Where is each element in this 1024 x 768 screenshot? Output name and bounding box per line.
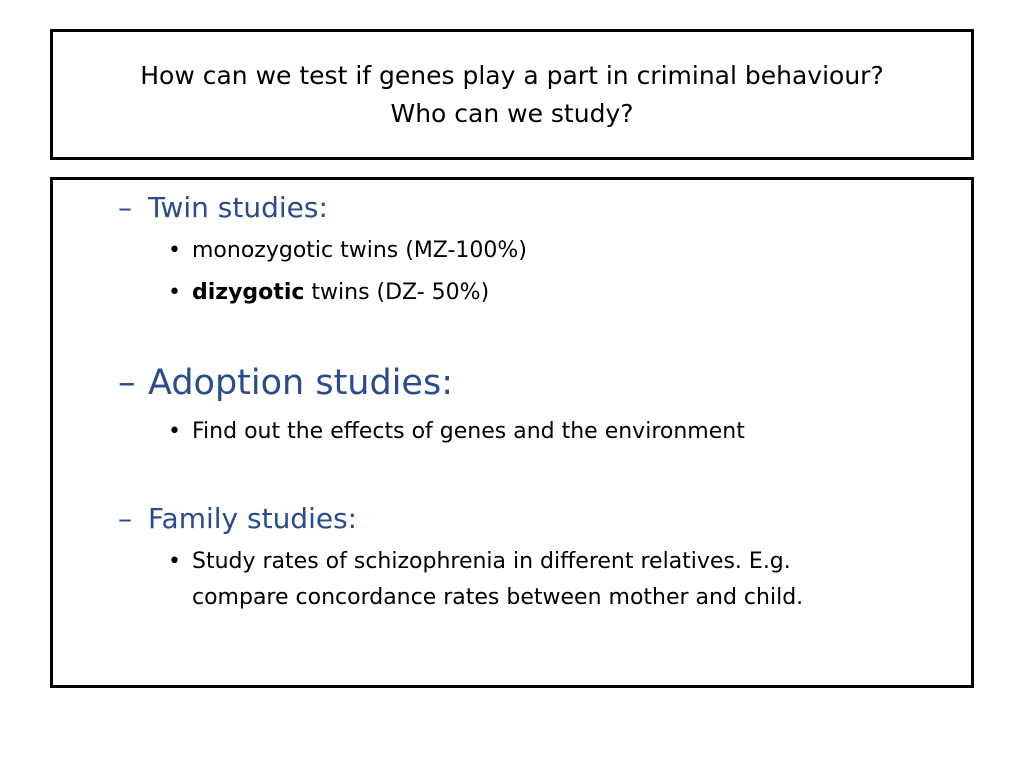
bullet-marker: • xyxy=(168,238,181,263)
dash-marker: – xyxy=(118,191,132,224)
bullet-marker: • xyxy=(168,419,181,444)
dash-marker: – xyxy=(118,502,132,535)
title-line-2: Who can we study? xyxy=(390,98,634,128)
twin-studies-heading xyxy=(118,188,328,228)
bullet-text: Find out the effects of genes and the environment xyxy=(192,419,745,444)
adoption-studies-label: Adoption studies: xyxy=(148,363,453,403)
content-box xyxy=(50,177,974,688)
title-box xyxy=(50,29,974,160)
bullet-marker: • xyxy=(168,280,181,305)
list-item xyxy=(168,414,745,450)
family-studies-heading xyxy=(118,499,357,539)
bullet-line-2: compare concordance rates between mother and child. xyxy=(192,585,804,610)
family-studies-label: Family studies: xyxy=(148,502,358,535)
bullet-text: twins (DZ- 50%) xyxy=(304,280,490,305)
bullet-text: Study rates of schizophrenia in different relatives. E.g. xyxy=(192,549,791,574)
bullet-line-1 xyxy=(168,544,803,580)
list-item xyxy=(168,544,803,616)
list-item xyxy=(168,275,489,311)
list-item xyxy=(168,233,527,269)
adoption-studies-heading xyxy=(118,360,453,406)
twin-studies-label: Twin studies: xyxy=(148,191,328,224)
bullet-text: monozygotic twins (MZ-100%) xyxy=(192,238,527,263)
title-line-1: How can we test if genes play a part in criminal behaviour? xyxy=(140,60,884,90)
bullet-bold-text: dizygotic xyxy=(192,280,305,305)
bullet-marker: • xyxy=(168,549,181,574)
dash-marker: – xyxy=(118,363,136,403)
